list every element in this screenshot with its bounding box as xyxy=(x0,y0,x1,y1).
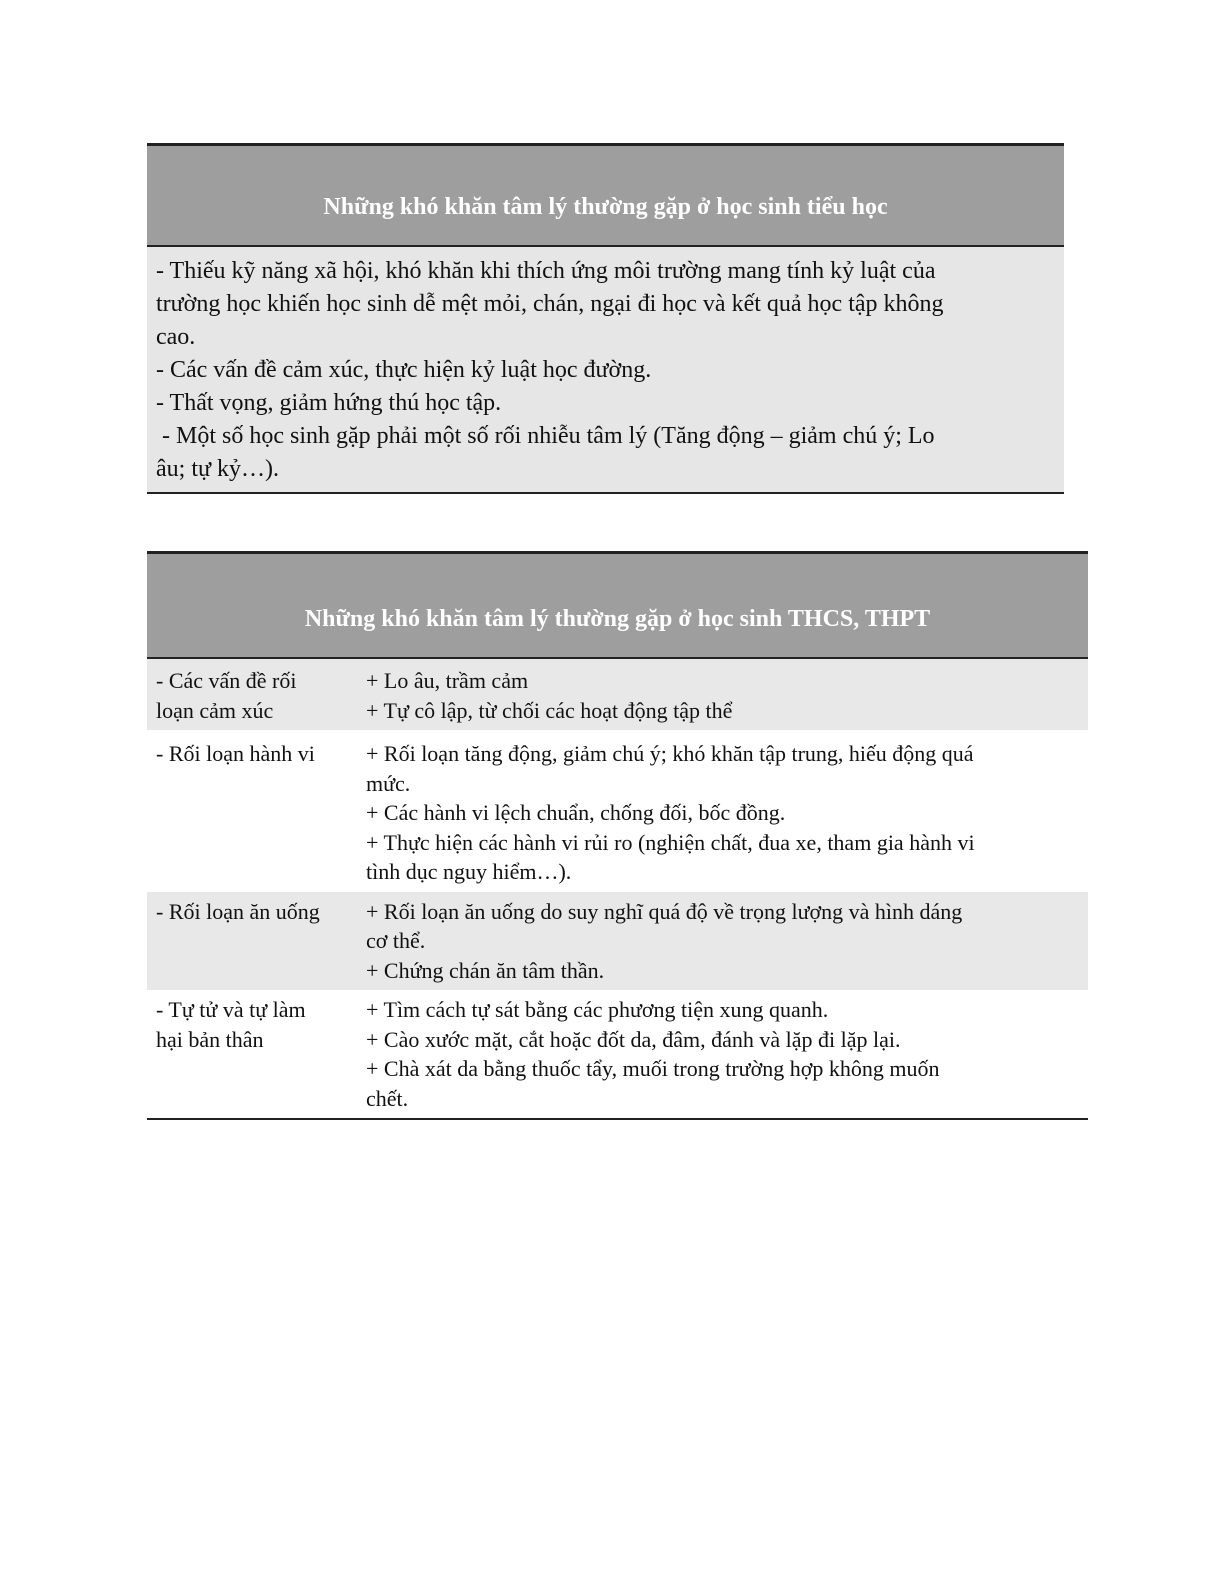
category-line: - Rối loạn ăn uống xyxy=(156,898,320,924)
detail-line: + Cào xước mặt, cắt hoặc đốt da, đâm, đánh và lặp đi lặp lại. xyxy=(366,1026,901,1052)
table-row xyxy=(147,659,1088,730)
table-secondary-school xyxy=(147,551,1088,1120)
table-primary-school-title: Những khó khăn tâm lý thường gặp ở học sinh tiểu học xyxy=(323,194,888,220)
table-primary-school-body xyxy=(147,247,1064,494)
category-line: - Các vấn đề rối xyxy=(156,668,297,693)
detail-line: cơ thể. xyxy=(366,928,426,953)
table-primary-school-header xyxy=(147,143,1064,247)
category-line: - Rối loạn hành vi xyxy=(156,741,315,766)
body-line: - Thất vọng, giảm hứng thú học tập. xyxy=(156,390,502,416)
detail-line: + Tự cô lập, từ chối các hoạt động tập thể xyxy=(366,697,733,723)
body-line: trường học khiến học sinh dễ mệt mỏi, chán, ngại đi học và kết quả học tập không xyxy=(156,291,944,317)
table-row xyxy=(147,730,1088,892)
body-line: âu; tự kỷ…). xyxy=(156,456,279,482)
table-secondary-school-title: Những khó khăn tâm lý thường gặp ở học sinh THCS, THPT xyxy=(304,606,931,632)
category-line: - Tự tử và tự làm xyxy=(156,997,306,1022)
row-category xyxy=(147,734,355,892)
detail-line: + Lo âu, trầm cảm xyxy=(366,668,529,693)
detail-line: chết. xyxy=(366,1085,409,1111)
body-line: - Một số học sinh gặp phải một số rối nhiễu tâm lý (Tăng động – giảm chú ý; Lo xyxy=(156,423,935,449)
table-primary-school xyxy=(147,143,1064,494)
detail-line: tình dục nguy hiểm…). xyxy=(366,859,572,884)
body-line: - Các vấn đề cảm xúc, thực hiện kỷ luật học đường. xyxy=(156,357,652,383)
body-line: - Thiếu kỹ năng xã hội, khó khăn khi thích ứng môi trường mang tính kỷ luật của xyxy=(156,258,936,284)
row-category xyxy=(147,990,355,1118)
table-row xyxy=(147,990,1088,1120)
row-details xyxy=(355,734,1088,892)
detail-line: + Thực hiện các hành vi rủi ro (nghiện chất, đua xe, tham gia hành vi xyxy=(366,829,975,855)
detail-line: + Rối loạn ăn uống do suy nghĩ quá độ về trọng lượng và hình dáng xyxy=(366,898,963,924)
row-details xyxy=(355,990,1088,1118)
row-details xyxy=(355,892,1088,991)
detail-line: + Chà xát da bằng thuốc tẩy, muối trong trường hợp không muốn xyxy=(366,1056,940,1081)
detail-line: + Chứng chán ăn tâm thần. xyxy=(366,957,605,983)
row-category xyxy=(147,892,355,991)
body-line: cao. xyxy=(156,324,196,350)
table-secondary-school-header xyxy=(147,551,1088,659)
detail-line: mức. xyxy=(366,770,411,796)
table-row xyxy=(147,892,1088,991)
category-line: loạn cảm xúc xyxy=(156,697,274,723)
detail-line: + Rối loạn tăng động, giảm chú ý; khó khăn tập trung, hiếu động quá xyxy=(366,741,974,766)
detail-line: + Tìm cách tự sát bằng các phương tiện xung quanh. xyxy=(366,997,829,1022)
row-details xyxy=(355,661,1088,730)
row-category xyxy=(147,661,355,730)
detail-line: + Các hành vi lệch chuẩn, chống đối, bốc đồng. xyxy=(366,800,786,825)
category-line: hại bản thân xyxy=(156,1026,264,1052)
